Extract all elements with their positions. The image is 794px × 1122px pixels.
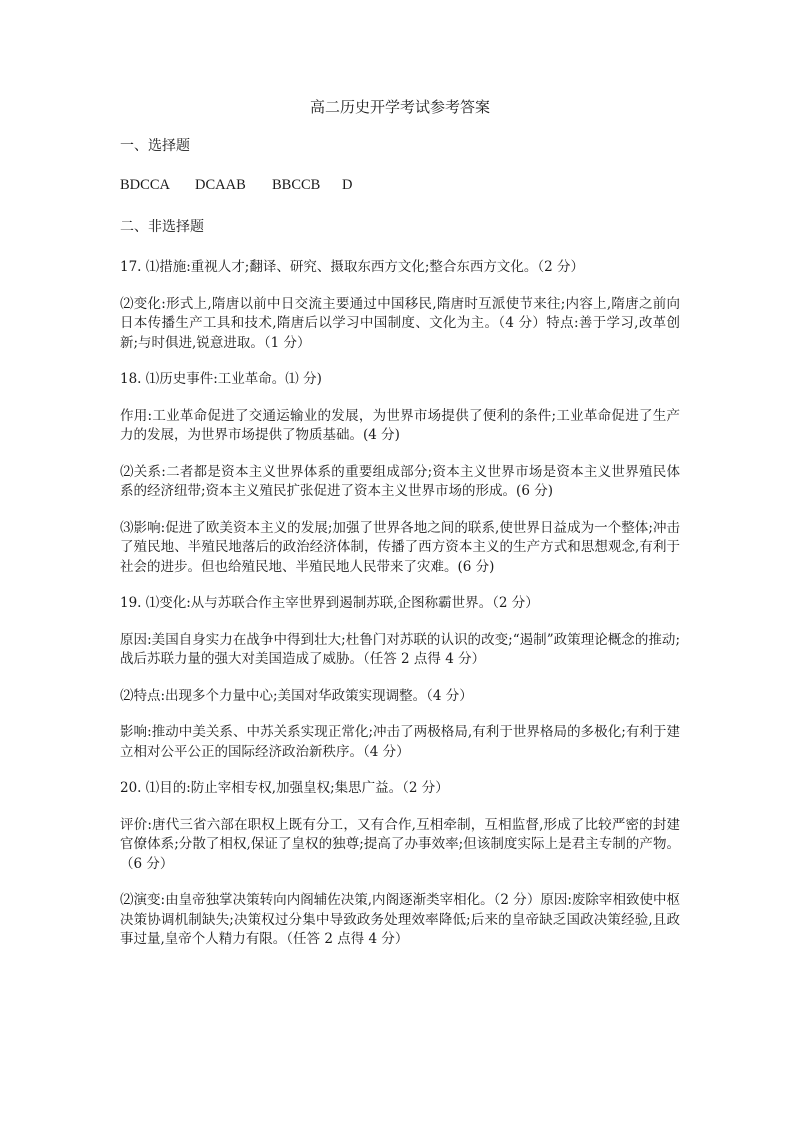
answer-paragraph: 作用:工业革命促进了交通运输业的发展，为世界市场提供了便利的条件;工业革命促进了生产力的发展，为世界市场提供了物质基础。(4 分) (120, 407, 680, 443)
answer-group: BBCCB (272, 177, 321, 193)
section-heading-choice: 一、选择题 (120, 138, 190, 154)
answer-paragraph: 影响:推动中美关系、中苏关系实现正常化;冲击了两极格局,有利于世界格局的多极化;有利于建立相对公平公正的国际经济政治新秩序。（4 分） (120, 724, 680, 760)
answer-paragraph: 18. ⑴历史事件:工业革命。⑴ 分) (120, 371, 322, 387)
answer-sheet (120, 90, 680, 967)
answer-paragraph: ⑵变化:形式上,隋唐以前中日交流主要通过中国移民,隋唐时互派使节来往;内容上,隋唐之前向日本传播生产工具和技术,隋唐后以学习中国制度、文化为主。（4 分）特点:善于学习,改革创新;与时俱进,锐意进取。（1 分） (120, 295, 680, 351)
answer-group: DCAAB (195, 177, 246, 193)
answer-paragraph: ⑵关系:二者都是资本主义世界体系的重要组成部分;资本主义世界市场是资本主义世界殖民体系的经济纽带;资本主义殖民扩张促进了资本主义世界市场的形成。(6 分) (120, 463, 680, 499)
answer-paragraph: 评价:唐代三省六部在职权上既有分工，又有合作,互相牵制，互相监督,形成了比较严密的封建官僚体系;分散了相权,保证了皇权的独尊;提高了办事效率;但该制度实际上是君主专制的产物。（6 分） (120, 816, 680, 872)
answer-group: D (342, 177, 353, 193)
choice-answers (120, 177, 680, 194)
section-heading-nonchoice: 二、非选择题 (120, 219, 204, 235)
answer-paragraph: ⑵演变:由皇帝独掌决策转向内阁辅佐决策,内阁逐渐类宰相化。（2 分）原因:废除宰相致使中枢决策协调机制缺失;决策权过分集中导致政务处理效率降低;后来的皇帝缺乏国政决策经验,且政事过量,皇帝个人精力有限。（任答 2 点得 4 分） (120, 892, 680, 947)
answer-group: BDCCA (120, 177, 170, 193)
answer-paragraph: 17. ⑴措施:重视人才;翻译、研究、摄取东西方文化;整合东西方文化。（2 分） (120, 259, 585, 275)
answer-paragraph: 20. ⑴目的:防止宰相专权,加强皇权;集思广益。（2 分） (120, 780, 449, 796)
answer-paragraph: 19. ⑴变化:从与苏联合作主宰世界到遏制苏联,企图称霸世界。（2 分） (120, 595, 539, 611)
answer-paragraph: ⑵特点:出现多个力量中心;美国对华政策实现调整。（4 分） (120, 687, 473, 704)
answer-paragraph: 原因:美国自身实力在战争中得到壮大;杜鲁门对苏联的认识的改变;“遏制”政策理论概念的推动;战后苏联力量的强大对美国造成了威胁。（任答 2 点得 4 分） (120, 631, 680, 667)
page-title: 高二历史开学考试参考答案 (309, 98, 490, 116)
answer-paragraph: ⑶影响:促进了欧美资本主义的发展;加强了世界各地之间的联系,使世界日益成为一个整体;冲击了殖民地、半殖民地落后的政治经济体制，传播了西方资本主义的生产方式和思想观念,有利于社会的进步。但也给殖民地、半殖民地人民带来了灾难。(6 分) (120, 519, 680, 575)
